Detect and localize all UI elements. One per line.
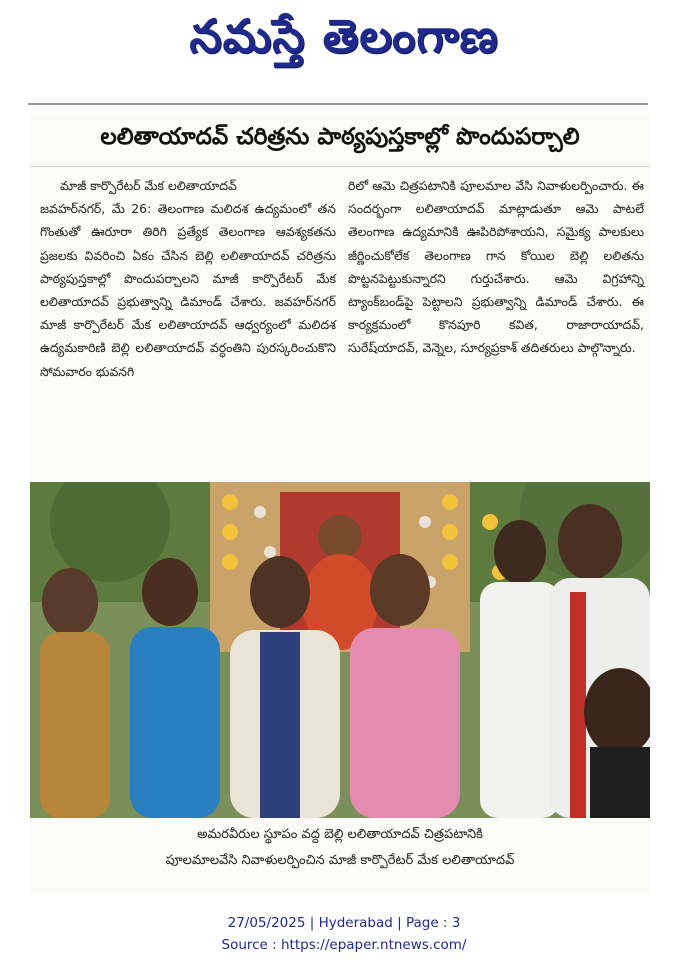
footer-source-link[interactable]: Source : https://epaper.ntnews.com/ bbox=[221, 937, 467, 953]
footer-date-line: 27/05/2025 | Hyderabad | Page : 3 bbox=[227, 915, 461, 931]
article-headline: లలితాయాదవ్ చరిత్రను పాఠ్యపుస్తకాల్లో పొందుపర్చాలి bbox=[100, 124, 580, 150]
masthead-divider bbox=[28, 103, 648, 105]
article-byline: మాజీ కార్పొరేటర్ మేక లలితాయాదవ్ bbox=[60, 178, 237, 193]
newspaper-masthead: నమస్తే తెలంగాణ bbox=[189, 9, 499, 63]
page-footer bbox=[0, 912, 688, 956]
article-column-left bbox=[40, 174, 336, 383]
article-body-right: రిలో ఆమె చిత్రపటానికి పూలమాల వేసి నివాళులర్పించారు. ఈ సందర్భంగా లలితాయాదవ్ మాట్లాడుతూ ఆమె పాటలే తెలంగాణ ఉద్యమానికి ఊపిరిపోశాయని, సమైక్య పాలకులు జీర్ణించుకోలేక తెలంగాణ గాన కోయిల బెల్లి లలితను పొట్టనపెట్టుకున్నారని గుర్తుచేశారు. ఆమె విగ్రహాన్ని ట్యాంక్‌బండ్‌పై పెట్టాలని ప్రభుత్వాన్ని డిమాండ్ చేశారు. ఈ కార్యక్రమంలో కొనపూరి కవిత, రాజారాయాదవ్, సురేష్‌యాదవ్, వెన్నెల, సూర్యప్రకాశ్ తదితరులు పాల్గొన్నారు. bbox=[348, 178, 644, 356]
article-column-right bbox=[348, 174, 644, 360]
news-clipping bbox=[30, 114, 650, 894]
caption-line-2: పూలమాలవేసి నివాళులర్పించిన మాజీ కార్పొరేటర్ మేక లలితాయాదవ్ bbox=[165, 853, 515, 868]
article-body-left: జవహర్‌నగర్, మే 26: తెలంగాణ మలిదశ ఉద్యమంలో తన గొంతుతో ఊరూరా తిరిగి ప్రత్యేక తెలంగాణ ఆవశ్యకతను ప్రజలకు వివరించి ఏకం చేసిన బెల్లి లలితాయాదవ్ చరిత్రను పాఠ్యపుస్తకాల్లో పొందుపర్చాలని మాజీ కార్పొరేటర్ మేక లలితాయాదవ్ ప్రభుత్వాన్ని డిమాండ్ చేశారు. జవహర్‌నగర్ మాజీ కార్పొరేటర్ మేక లలితాయాదవ్ ఆధ్వర్యంలో మలిదశ ఉద్యమకారిణి బెల్లి లలితాయాదవ్ వర్ధంతిని పురస్కరించుకొని సోమవారం భువనగి bbox=[40, 201, 336, 379]
article-photo bbox=[30, 482, 650, 818]
headline-divider bbox=[30, 166, 650, 167]
photo-caption bbox=[30, 822, 650, 874]
caption-line-1: అమరవీరుల స్థూపం వద్ద బెల్లి లలితాయాదవ్ చిత్రపటానికి bbox=[197, 827, 483, 842]
